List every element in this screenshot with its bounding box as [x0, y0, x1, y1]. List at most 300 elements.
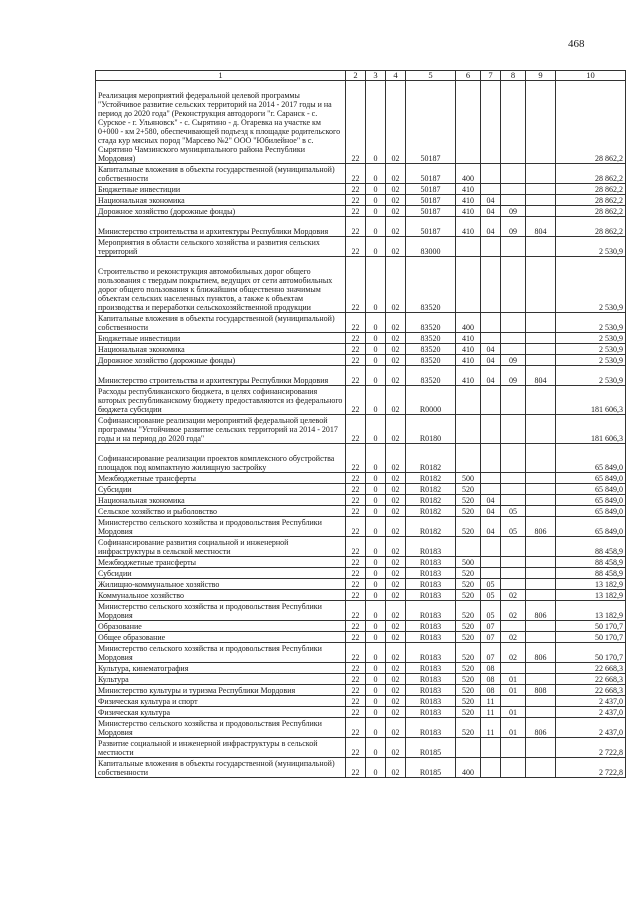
col-6: 520 — [456, 663, 481, 674]
row-name: Министерство культуры и туризма Республики Мордовия — [96, 685, 346, 696]
header-row-name: 1 — [96, 71, 346, 81]
col-8 — [501, 184, 526, 195]
col-2: 22 — [346, 355, 366, 366]
col-9 — [526, 444, 556, 473]
col-8: 02 — [501, 643, 526, 663]
header-col-9: 9 — [526, 71, 556, 81]
col-5: R0185 — [406, 758, 456, 778]
col-2: 22 — [346, 674, 366, 685]
col-7: 05 — [481, 601, 501, 621]
col-8: 05 — [501, 506, 526, 517]
col-7 — [481, 738, 501, 758]
col-10: 22 668,3 — [556, 663, 626, 674]
row-name: Межбюджетные трансферты — [96, 557, 346, 568]
col-8 — [501, 537, 526, 557]
col-2: 22 — [346, 568, 366, 579]
col-5: 83520 — [406, 313, 456, 333]
row-name: Расходы республиканского бюджета, в целях софинансирования которых республиканскому бюджету предоставляются из федерального бюджета субсидии — [96, 386, 346, 415]
col-6: 520 — [456, 707, 481, 718]
col-7: 11 — [481, 718, 501, 738]
col-9 — [526, 195, 556, 206]
col-7 — [481, 537, 501, 557]
table-row — [96, 537, 626, 557]
col-4: 02 — [386, 257, 406, 313]
col-2: 22 — [346, 621, 366, 632]
col-7 — [481, 473, 501, 484]
col-4: 02 — [386, 696, 406, 707]
row-name: Капитальные вложения в объекты государственной (муниципальной) собственности — [96, 313, 346, 333]
col-2: 22 — [346, 685, 366, 696]
col-8: 01 — [501, 674, 526, 685]
col-6 — [456, 237, 481, 257]
col-3: 0 — [366, 643, 386, 663]
col-7 — [481, 484, 501, 495]
col-10: 28 862,2 — [556, 184, 626, 195]
col-7 — [481, 237, 501, 257]
col-8 — [501, 195, 526, 206]
col-8 — [501, 257, 526, 313]
col-8 — [501, 621, 526, 632]
col-4: 02 — [386, 718, 406, 738]
table-row — [96, 81, 626, 164]
col-4: 02 — [386, 217, 406, 237]
col-2: 22 — [346, 313, 366, 333]
col-9 — [526, 415, 556, 444]
row-name: Физическая культура — [96, 707, 346, 718]
row-name: Строительство и реконструкция автомобильных дорог общего пользования с твердым покрытием, ведущих от сети автомобильных дорог общего пользования к ближайшим общественно значимым объектам сельских населенных пунктов, а также к объектам производства и переработки сельскохозяйственной продукции — [96, 257, 346, 313]
col-6: 500 — [456, 557, 481, 568]
table-row — [96, 495, 626, 506]
row-name: Капитальные вложения в объекты государственной (муниципальной) собственности — [96, 758, 346, 778]
col-7: 04 — [481, 495, 501, 506]
col-3: 0 — [366, 758, 386, 778]
col-9 — [526, 707, 556, 718]
col-5: R0182 — [406, 517, 456, 537]
row-name: Дорожное хозяйство (дорожные фонды) — [96, 355, 346, 366]
col-8 — [501, 473, 526, 484]
col-10: 65 849,0 — [556, 495, 626, 506]
col-8 — [501, 415, 526, 444]
col-2: 22 — [346, 81, 366, 164]
col-6: 520 — [456, 643, 481, 663]
col-9: 804 — [526, 366, 556, 386]
col-8 — [501, 568, 526, 579]
col-2: 22 — [346, 557, 366, 568]
col-8: 09 — [501, 366, 526, 386]
col-8: 02 — [501, 632, 526, 643]
col-10: 2 437,0 — [556, 707, 626, 718]
header-row — [96, 71, 626, 81]
col-3: 0 — [366, 568, 386, 579]
col-3: 0 — [366, 557, 386, 568]
col-10: 88 458,9 — [556, 557, 626, 568]
row-name: Общее образование — [96, 632, 346, 643]
col-9 — [526, 557, 556, 568]
row-name: Софинансирование развития социальной и инженерной инфраструктуры в сельской местности — [96, 537, 346, 557]
col-5: R0183 — [406, 579, 456, 590]
col-6: 400 — [456, 313, 481, 333]
col-5: 50187 — [406, 164, 456, 184]
col-3: 0 — [366, 484, 386, 495]
col-4: 02 — [386, 568, 406, 579]
row-name: Министерство сельского хозяйства и продовольствия Республики Мордовия — [96, 643, 346, 663]
col-3: 0 — [366, 674, 386, 685]
col-6 — [456, 537, 481, 557]
table-row — [96, 758, 626, 778]
row-name: Министерство сельского хозяйства и продовольствия Республики Мордовия — [96, 718, 346, 738]
col-7: 07 — [481, 643, 501, 663]
row-name: Софинансирование реализации проектов комплексного обустройства площадок под компактную жилищную застройку — [96, 444, 346, 473]
col-7 — [481, 257, 501, 313]
col-4: 02 — [386, 344, 406, 355]
col-5: R0183 — [406, 621, 456, 632]
row-name: Бюджетные инвестиции — [96, 184, 346, 195]
table-row — [96, 696, 626, 707]
col-8 — [501, 333, 526, 344]
col-3: 0 — [366, 344, 386, 355]
col-6: 520 — [456, 601, 481, 621]
row-name: Развитие социальной и инженерной инфраструктуры в сельской местности — [96, 738, 346, 758]
col-9 — [526, 313, 556, 333]
table-row — [96, 344, 626, 355]
col-9 — [526, 590, 556, 601]
col-8 — [501, 579, 526, 590]
row-name: Образование — [96, 621, 346, 632]
col-9 — [526, 333, 556, 344]
col-3: 0 — [366, 718, 386, 738]
col-2: 22 — [346, 366, 366, 386]
col-9: 806 — [526, 601, 556, 621]
col-4: 02 — [386, 707, 406, 718]
col-10: 2 530,9 — [556, 257, 626, 313]
col-5: R0183 — [406, 557, 456, 568]
col-10: 28 862,2 — [556, 164, 626, 184]
col-4: 02 — [386, 495, 406, 506]
row-name: Капитальные вложения в объекты государственной (муниципальной) собственности — [96, 164, 346, 184]
col-2: 22 — [346, 415, 366, 444]
col-7: 04 — [481, 355, 501, 366]
col-9 — [526, 632, 556, 643]
col-5: R0183 — [406, 685, 456, 696]
col-8: 09 — [501, 217, 526, 237]
col-3: 0 — [366, 601, 386, 621]
col-5: R0183 — [406, 696, 456, 707]
col-9 — [526, 386, 556, 415]
col-5: 83520 — [406, 257, 456, 313]
col-2: 22 — [346, 758, 366, 778]
col-9 — [526, 758, 556, 778]
col-7 — [481, 184, 501, 195]
col-9 — [526, 621, 556, 632]
col-5: 50187 — [406, 195, 456, 206]
col-7: 04 — [481, 506, 501, 517]
col-8 — [501, 237, 526, 257]
col-5: R0183 — [406, 537, 456, 557]
col-6: 500 — [456, 473, 481, 484]
col-3: 0 — [366, 663, 386, 674]
col-4: 02 — [386, 537, 406, 557]
table-row — [96, 674, 626, 685]
col-7: 11 — [481, 696, 501, 707]
table-body — [96, 71, 626, 778]
col-6: 520 — [456, 517, 481, 537]
col-2: 22 — [346, 484, 366, 495]
table-row — [96, 632, 626, 643]
col-7 — [481, 557, 501, 568]
row-name: Министерство сельского хозяйства и продовольствия Республики Мордовия — [96, 517, 346, 537]
col-2: 22 — [346, 663, 366, 674]
table-row — [96, 517, 626, 537]
col-8 — [501, 444, 526, 473]
col-10: 2 530,9 — [556, 355, 626, 366]
col-2: 22 — [346, 195, 366, 206]
col-6: 410 — [456, 184, 481, 195]
col-2: 22 — [346, 590, 366, 601]
col-3: 0 — [366, 333, 386, 344]
col-6: 410 — [456, 217, 481, 237]
col-5: R0183 — [406, 590, 456, 601]
col-10: 2 437,0 — [556, 718, 626, 738]
col-2: 22 — [346, 517, 366, 537]
col-8 — [501, 663, 526, 674]
col-9 — [526, 484, 556, 495]
col-10: 2 722,8 — [556, 738, 626, 758]
col-5: R0183 — [406, 674, 456, 685]
col-9 — [526, 537, 556, 557]
col-6 — [456, 386, 481, 415]
col-8: 01 — [501, 718, 526, 738]
col-5: R0182 — [406, 495, 456, 506]
col-3: 0 — [366, 621, 386, 632]
col-10: 181 606,3 — [556, 386, 626, 415]
col-2: 22 — [346, 495, 366, 506]
col-2: 22 — [346, 344, 366, 355]
col-4: 02 — [386, 206, 406, 217]
col-3: 0 — [366, 696, 386, 707]
col-4: 02 — [386, 195, 406, 206]
col-3: 0 — [366, 164, 386, 184]
col-5: 83000 — [406, 237, 456, 257]
col-5: R0000 — [406, 386, 456, 415]
col-3: 0 — [366, 257, 386, 313]
table-row — [96, 601, 626, 621]
col-5: R0183 — [406, 568, 456, 579]
col-10: 65 849,0 — [556, 517, 626, 537]
col-4: 02 — [386, 517, 406, 537]
col-7 — [481, 568, 501, 579]
col-4: 02 — [386, 557, 406, 568]
col-10: 2 530,9 — [556, 344, 626, 355]
col-6: 520 — [456, 632, 481, 643]
col-2: 22 — [346, 696, 366, 707]
table-row — [96, 257, 626, 313]
col-9 — [526, 355, 556, 366]
col-8 — [501, 738, 526, 758]
col-2: 22 — [346, 257, 366, 313]
col-2: 22 — [346, 386, 366, 415]
col-5: 50187 — [406, 217, 456, 237]
col-4: 02 — [386, 355, 406, 366]
table-row — [96, 195, 626, 206]
col-3: 0 — [366, 495, 386, 506]
col-6: 520 — [456, 579, 481, 590]
col-3: 0 — [366, 206, 386, 217]
col-6: 520 — [456, 621, 481, 632]
col-4: 02 — [386, 484, 406, 495]
col-10: 2 530,9 — [556, 333, 626, 344]
col-2: 22 — [346, 184, 366, 195]
col-2: 22 — [346, 237, 366, 257]
col-4: 02 — [386, 237, 406, 257]
col-3: 0 — [366, 195, 386, 206]
col-7 — [481, 444, 501, 473]
col-10: 28 862,2 — [556, 217, 626, 237]
col-7: 05 — [481, 590, 501, 601]
col-6: 410 — [456, 355, 481, 366]
col-4: 02 — [386, 643, 406, 663]
col-9 — [526, 506, 556, 517]
col-7: 05 — [481, 579, 501, 590]
col-4: 02 — [386, 415, 406, 444]
col-6: 520 — [456, 495, 481, 506]
col-5: R0185 — [406, 738, 456, 758]
table-row — [96, 707, 626, 718]
col-9 — [526, 579, 556, 590]
col-5: R0183 — [406, 718, 456, 738]
col-8: 05 — [501, 517, 526, 537]
col-10: 22 668,3 — [556, 674, 626, 685]
col-9 — [526, 495, 556, 506]
row-name: Мероприятия в области сельского хозяйства и развития сельских территорий — [96, 237, 346, 257]
table-row — [96, 386, 626, 415]
col-9 — [526, 237, 556, 257]
col-5: R0180 — [406, 415, 456, 444]
budget-table — [95, 70, 626, 778]
col-8: 01 — [501, 707, 526, 718]
col-9 — [526, 473, 556, 484]
header-col-3: 3 — [366, 71, 386, 81]
col-2: 22 — [346, 333, 366, 344]
col-7: 07 — [481, 621, 501, 632]
col-8 — [501, 758, 526, 778]
col-9: 806 — [526, 643, 556, 663]
col-6: 520 — [456, 674, 481, 685]
col-3: 0 — [366, 707, 386, 718]
table-row — [96, 164, 626, 184]
table-row — [96, 355, 626, 366]
row-name: Национальная экономика — [96, 495, 346, 506]
col-10: 22 668,3 — [556, 685, 626, 696]
col-4: 02 — [386, 632, 406, 643]
col-9: 806 — [526, 517, 556, 537]
row-name: Бюджетные инвестиции — [96, 333, 346, 344]
table-row — [96, 663, 626, 674]
header-col-10: 10 — [556, 71, 626, 81]
row-name: Жилищно-коммунальное хозяйство — [96, 579, 346, 590]
header-col-6: 6 — [456, 71, 481, 81]
col-7 — [481, 386, 501, 415]
col-2: 22 — [346, 206, 366, 217]
col-2: 22 — [346, 601, 366, 621]
col-10: 2 530,9 — [556, 237, 626, 257]
col-5: 83520 — [406, 333, 456, 344]
col-6: 520 — [456, 590, 481, 601]
col-10: 2 530,9 — [556, 366, 626, 386]
col-7: 08 — [481, 663, 501, 674]
col-3: 0 — [366, 217, 386, 237]
col-10: 65 849,0 — [556, 484, 626, 495]
row-name: Культура — [96, 674, 346, 685]
col-6 — [456, 415, 481, 444]
col-5: R0182 — [406, 444, 456, 473]
col-10: 50 170,7 — [556, 643, 626, 663]
col-3: 0 — [366, 473, 386, 484]
col-10: 13 182,9 — [556, 601, 626, 621]
col-2: 22 — [346, 473, 366, 484]
col-5: R0183 — [406, 643, 456, 663]
col-6: 520 — [456, 484, 481, 495]
col-6: 520 — [456, 568, 481, 579]
col-7 — [481, 415, 501, 444]
page-number: 468 — [568, 38, 585, 50]
col-9 — [526, 184, 556, 195]
col-10: 65 849,0 — [556, 444, 626, 473]
col-7 — [481, 758, 501, 778]
col-9: 804 — [526, 217, 556, 237]
col-10: 13 182,9 — [556, 590, 626, 601]
row-name: Физическая культура и спорт — [96, 696, 346, 707]
col-3: 0 — [366, 738, 386, 758]
col-3: 0 — [366, 632, 386, 643]
col-5: R0183 — [406, 601, 456, 621]
row-name: Дорожное хозяйство (дорожные фонды) — [96, 206, 346, 217]
col-4: 02 — [386, 601, 406, 621]
col-7: 11 — [481, 707, 501, 718]
col-10: 2 722,8 — [556, 758, 626, 778]
col-8: 02 — [501, 590, 526, 601]
table-row — [96, 206, 626, 217]
col-9 — [526, 696, 556, 707]
col-5: 50187 — [406, 206, 456, 217]
table-row — [96, 237, 626, 257]
col-8 — [501, 344, 526, 355]
col-7 — [481, 164, 501, 184]
col-9 — [526, 738, 556, 758]
col-7 — [481, 333, 501, 344]
col-5: 50187 — [406, 184, 456, 195]
row-name: Национальная экономика — [96, 344, 346, 355]
col-9: 806 — [526, 718, 556, 738]
col-2: 22 — [346, 164, 366, 184]
row-name: Реализация мероприятий федеральной целевой программы "Устойчивое развитие сельских территорий на 2014 - 2017 годы и на период до 2020 года" (Реконструкция автодороги "г. Саранск - с. Сурское - г. Ульяновск" - с. Сырятино - д. Огаревка на участке км 0+000 - км 2+580, обеспечивающей подъезд к площадке родительского стада кур мясных пород "Марсево №2" ООО "Юбилейное" в с. Сырятино Чамзинского муниципального района Республики Мордовия) — [96, 81, 346, 164]
header-col-4: 4 — [386, 71, 406, 81]
col-3: 0 — [366, 184, 386, 195]
col-6 — [456, 81, 481, 164]
col-8 — [501, 164, 526, 184]
col-5: 83520 — [406, 344, 456, 355]
col-8 — [501, 696, 526, 707]
col-4: 02 — [386, 738, 406, 758]
col-2: 22 — [346, 444, 366, 473]
table-row — [96, 621, 626, 632]
header-col-5: 5 — [406, 71, 456, 81]
col-6: 410 — [456, 206, 481, 217]
table-row — [96, 557, 626, 568]
col-6: 400 — [456, 758, 481, 778]
table-row — [96, 366, 626, 386]
col-7: 04 — [481, 206, 501, 217]
col-6: 410 — [456, 366, 481, 386]
